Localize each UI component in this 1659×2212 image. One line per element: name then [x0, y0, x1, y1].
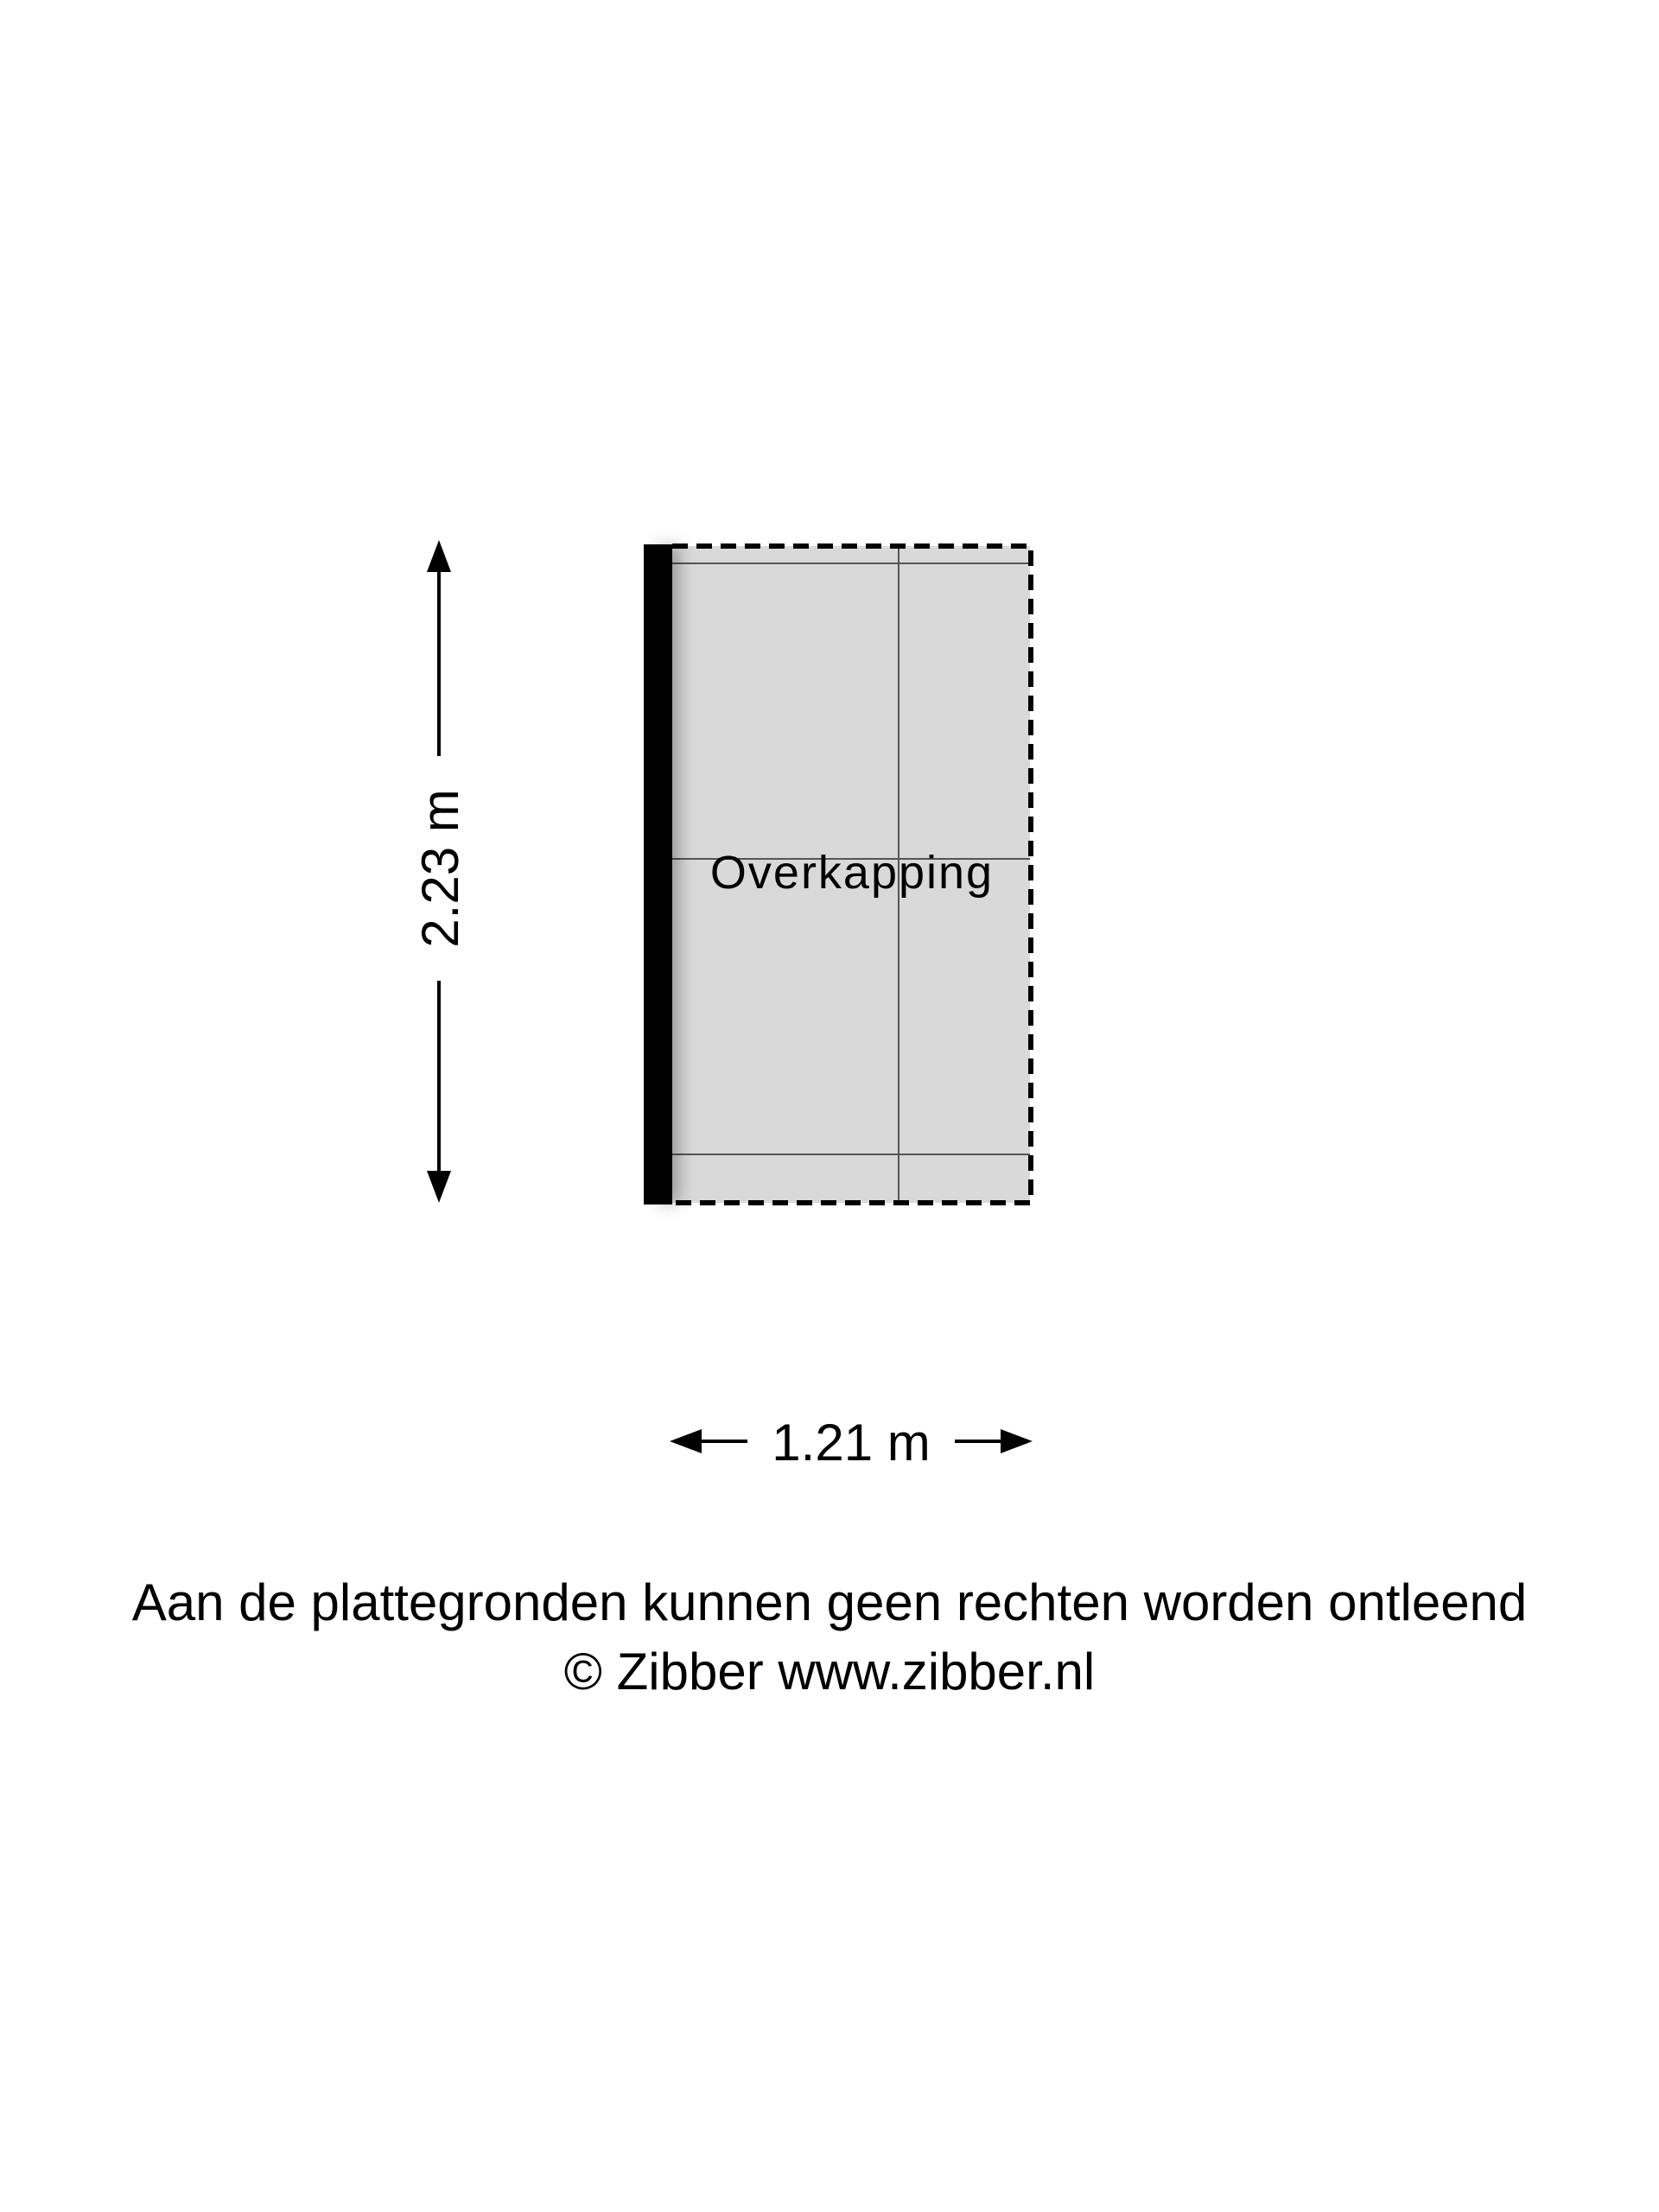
copyright-text: © Zibber www.zibber.nl: [563, 1643, 1096, 1700]
arrow-down-icon: [427, 1171, 451, 1203]
arrow-left-icon: [670, 1429, 702, 1453]
height-dimension-label: 2.23 m: [411, 789, 469, 948]
width-dimension-label: 1.21 m: [772, 1414, 931, 1471]
arrow-up-icon: [427, 540, 451, 572]
wall: [644, 544, 672, 1205]
height-dimension: [411, 540, 469, 1203]
disclaimer-text: Aan de plattegronden kunnen geen rechten worden ontleend: [131, 1573, 1528, 1631]
arrow-right-icon: [1001, 1429, 1033, 1453]
width-dimension: [670, 1414, 1033, 1471]
room-label: Overkapping: [709, 847, 995, 899]
